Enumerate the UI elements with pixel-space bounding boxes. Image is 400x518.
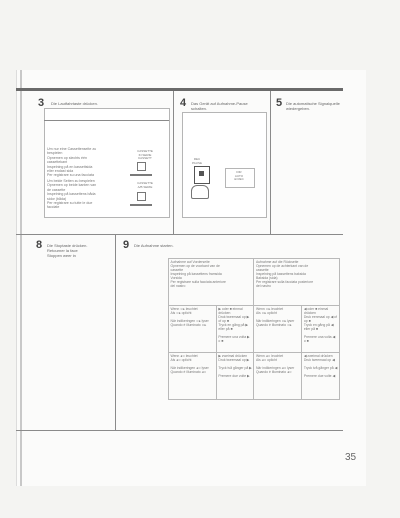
table-cell: Wenn ⊂▸ leuchtet Als ⊂▸ oplicht När indikeringen ⊂▸ lyser Quando è illuminato ⊂▸ — [254, 306, 302, 353]
step-number: 5 — [276, 97, 283, 109]
step-title: Die Lautfahrtaste drücken. — [51, 101, 98, 106]
table-cell: ▶ zweimal drücken Druk tweemaal op ▶ Tryck två gånger på ▶ Premere due volte ▶ — [216, 353, 254, 400]
table-cell: ▶ oder ■ einmal drücken Druk tweemaal op ▶ of op ■ Tryck en gång på ▶ eller på ■ Premere una volta ▶ o ■ — [216, 306, 254, 353]
step3-label-b: CASSETTE A/B SERIE — [137, 181, 153, 189]
switch-icon — [137, 162, 146, 171]
table-cell: ◀ zweimal drücken Druk tweemaal op ◀ Tryck två gånger på ◀ Premere due volte ◀ — [302, 353, 340, 400]
column-divider — [173, 91, 174, 234]
rec-pause-label: REC PAUSE — [192, 157, 202, 165]
column-divider — [115, 234, 116, 430]
step-title: Die automatische Signalquelle wiedergeben. — [286, 101, 340, 111]
table-cell: Wenn ◂⊃ leuchtet Als ◂⊃ oplicht När indikeringen ◂⊃ lyser Quando è illuminato ◂⊃ — [169, 353, 217, 400]
bottom-rule — [16, 430, 343, 431]
step3-instruction-a: Um nur eine Cassettenseite zu bespielen Opnemen op slechts één cassettekant Inspelning på en kassettsida eller endast sida Per registrare su una facciata — [47, 147, 97, 178]
top-rule — [16, 88, 343, 91]
step-number: 9 — [123, 239, 130, 251]
row-divider — [16, 234, 343, 235]
recording-table — [168, 258, 340, 400]
arrow-icon — [130, 174, 152, 176]
step-title: Die Stoptaste drücken. Retourner la face Stoppen weer in — [47, 243, 88, 258]
display-label: DIR AUTO ⊞ REC — [234, 170, 244, 182]
table-cell: ◀ oder ■ einmal drücken Druk eenmaal op ◀ of op ■ Tryck en gång på ◀ eller på ■ Premere una volta ◀ o ■ — [302, 306, 340, 353]
page-number: 35 — [345, 452, 357, 463]
table-cell: Wenn ⊂▸ leuchtet Als ⊂▸ oplicht När indikeringen ⊂▸ lyser Quando è illuminato ⊂▸ — [169, 306, 217, 353]
step-title: Das Gerät auf Aufnahme-Pause schalten. — [191, 101, 248, 111]
step-number: 3 — [38, 97, 45, 109]
table-cell: Wenn ◂⊃ leuchtet Als ◂⊃ oplicht När indikeringen ◂⊃ lyser Quando è illuminato ◂⊃ — [254, 353, 302, 400]
step3-label-a: CASSETTE IN SERIE KASSETT — [137, 149, 153, 161]
binding-edge — [20, 70, 22, 486]
table-cell: Aufnahme auf die Rückseite Opnemen op de achterkant van de cassette Inspelning på kassettens baksida Baksida (sida) Per registrare sulla facciata posteriore del nastro — [254, 259, 340, 306]
table-row — [169, 259, 340, 306]
step3-instruction-b: Um beide Seiten zu bespielen Opnemen op beide kanten van de cassette Inspelning på kassettens båda sidor (båda) Per registrare su tutte le due facciate — [47, 179, 97, 210]
double-arrow-icon — [130, 204, 152, 206]
panel-divider — [44, 120, 169, 121]
switch-icon — [137, 192, 146, 201]
step-number: 8 — [36, 239, 43, 251]
hand-pressing-icon — [194, 166, 210, 184]
step-title: Die Aufnahme starten. — [134, 243, 174, 248]
finger-icon — [191, 185, 209, 199]
table-row — [169, 353, 340, 400]
column-divider — [270, 91, 271, 234]
table-row — [169, 306, 340, 353]
step-number: 4 — [180, 97, 187, 109]
table-cell: Aufnahme auf Vorderseite Opnemen op de voorkant van de cassette Inspelning på kassettens framsida Vorsida Per registrare sulla facciata anteriore del nastro — [169, 259, 254, 306]
